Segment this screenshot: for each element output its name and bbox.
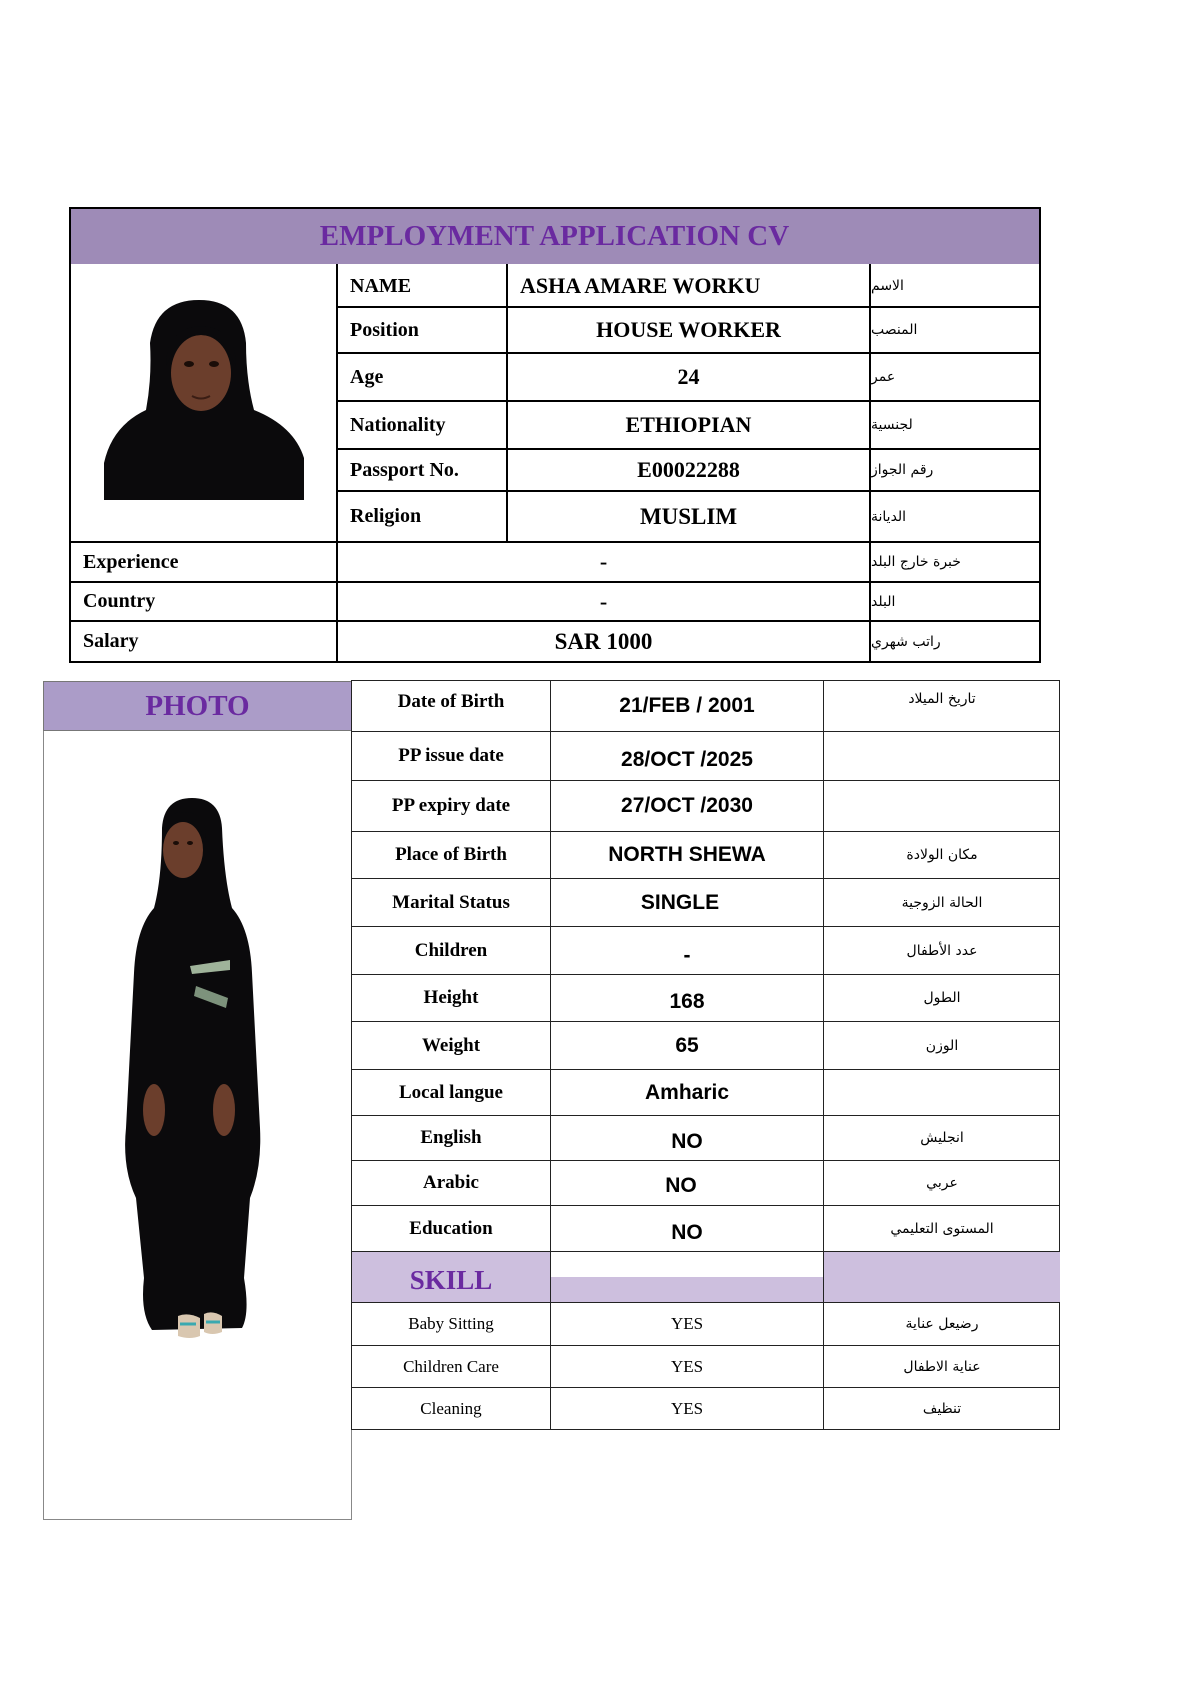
weight-arabic: الوزن (925, 1037, 959, 1054)
age-arabic: عمر (871, 369, 896, 385)
pp-expiry-arabic (824, 781, 1060, 831)
height-label: Height (423, 987, 479, 1008)
passport-value: E00022288 (637, 457, 740, 482)
place-of-birth-label: Place of Birth (395, 844, 507, 865)
nationality-label: Nationality (350, 413, 446, 436)
name-value: ASHA AMARE WORKU (520, 273, 761, 298)
experience-value: - (599, 549, 608, 574)
skill-cleaning-label: Cleaning (420, 1399, 482, 1418)
pp-expiry-value: 27/OCT /2030 (621, 794, 753, 817)
religion-label: Religion (350, 505, 422, 527)
country-arabic: البلد (871, 593, 896, 610)
salary-arabic: راتب شهري (871, 633, 941, 650)
headshot-photo (104, 298, 304, 500)
skill-cleaning-value: YES (670, 1399, 704, 1418)
english-value: NO (671, 1130, 703, 1153)
salary-value: SAR 1000 (554, 628, 653, 654)
name-label: NAME (350, 274, 412, 297)
skill-children-care-arabic: عناية الاطفال (903, 1358, 981, 1375)
passport-label: Passport No. (350, 458, 459, 481)
children-label: Children (414, 939, 488, 961)
experience-label: Experience (83, 550, 179, 573)
nationality-arabic: لجنسية (871, 417, 913, 433)
dob-label: Date of Birth (397, 691, 505, 712)
pp-expiry-label: PP expiry date (391, 795, 511, 816)
arabic-arabic: عربي (926, 1175, 958, 1191)
country-label: Country (83, 590, 156, 612)
name-arabic: الاسم (871, 278, 904, 294)
position-arabic: المنصب (871, 322, 918, 338)
english-label: English (420, 1127, 482, 1148)
person-headshot-icon (104, 298, 304, 500)
skill-baby-sitting-value: YES (670, 1314, 704, 1333)
experience-arabic: خبرة خارج البلد (871, 554, 961, 570)
skill-band-right (824, 1252, 1060, 1302)
passport-arabic: رقم الجواز (871, 462, 934, 478)
dob-value: 21/FEB / 2001 (619, 694, 755, 717)
marital-status-arabic: الحالة الزوجية (901, 894, 983, 911)
arabic-value: NO (665, 1174, 697, 1197)
skill-children-care-label: Children Care (403, 1356, 499, 1376)
children-value: - (683, 943, 691, 967)
skill-label: SKILL (409, 1264, 493, 1295)
children-arabic: عدد الأطفال (906, 942, 978, 959)
place-of-birth-value: NORTH SHEWA (608, 843, 766, 866)
skill-band-mid (551, 1277, 823, 1302)
person-full-body-icon (112, 798, 272, 1345)
marital-status-value: SINGLE (640, 890, 720, 914)
age-value: 24 (677, 364, 700, 389)
arabic-label: Arabic (423, 1172, 479, 1193)
pp-issue-label: PP issue date (398, 745, 504, 766)
english-arabic: انجليش (920, 1130, 964, 1146)
religion-value: MUSLIM (639, 503, 738, 529)
local-language-arabic (824, 1070, 1060, 1115)
pp-issue-arabic (824, 732, 1060, 780)
religion-arabic: الديانة (871, 508, 907, 525)
education-arabic: المستوى التعليمي (890, 1220, 994, 1237)
position-value: HOUSE WORKER (596, 317, 781, 342)
skill-baby-sitting-arabic: رضيعل عناية (905, 1316, 979, 1332)
height-value: 168 (669, 990, 705, 1013)
local-language-label: Local langue (399, 1081, 503, 1103)
skill-children-care-value: YES (670, 1356, 704, 1376)
dob-arabic: تاريخ الميلاد (908, 691, 976, 707)
skill-baby-sitting-label: Baby Sitting (408, 1314, 494, 1333)
position-label: Position (350, 318, 419, 341)
weight-value: 65 (675, 1033, 699, 1057)
salary-label: Salary (83, 630, 139, 652)
skill-cleaning-arabic: تنظيف (922, 1401, 962, 1417)
nationality-value: ETHIOPIAN (625, 412, 752, 437)
place-of-birth-arabic: مكان الولادة (906, 847, 978, 863)
education-value: NO (671, 1220, 703, 1244)
local-language-value: Amharic (644, 1080, 730, 1104)
photo-label: PHOTO (145, 689, 250, 722)
pp-issue-value: 28/OCT /2025 (621, 748, 753, 771)
height-arabic: الطول (923, 990, 961, 1006)
page-title: EMPLOYMENT APPLICATION CV (319, 219, 790, 252)
full-body-photo (112, 798, 272, 1345)
country-value: - (599, 588, 608, 614)
education-label: Education (409, 1217, 493, 1239)
weight-label: Weight (421, 1034, 481, 1056)
age-label: Age (350, 365, 384, 388)
marital-status-label: Marital Status (392, 891, 510, 913)
